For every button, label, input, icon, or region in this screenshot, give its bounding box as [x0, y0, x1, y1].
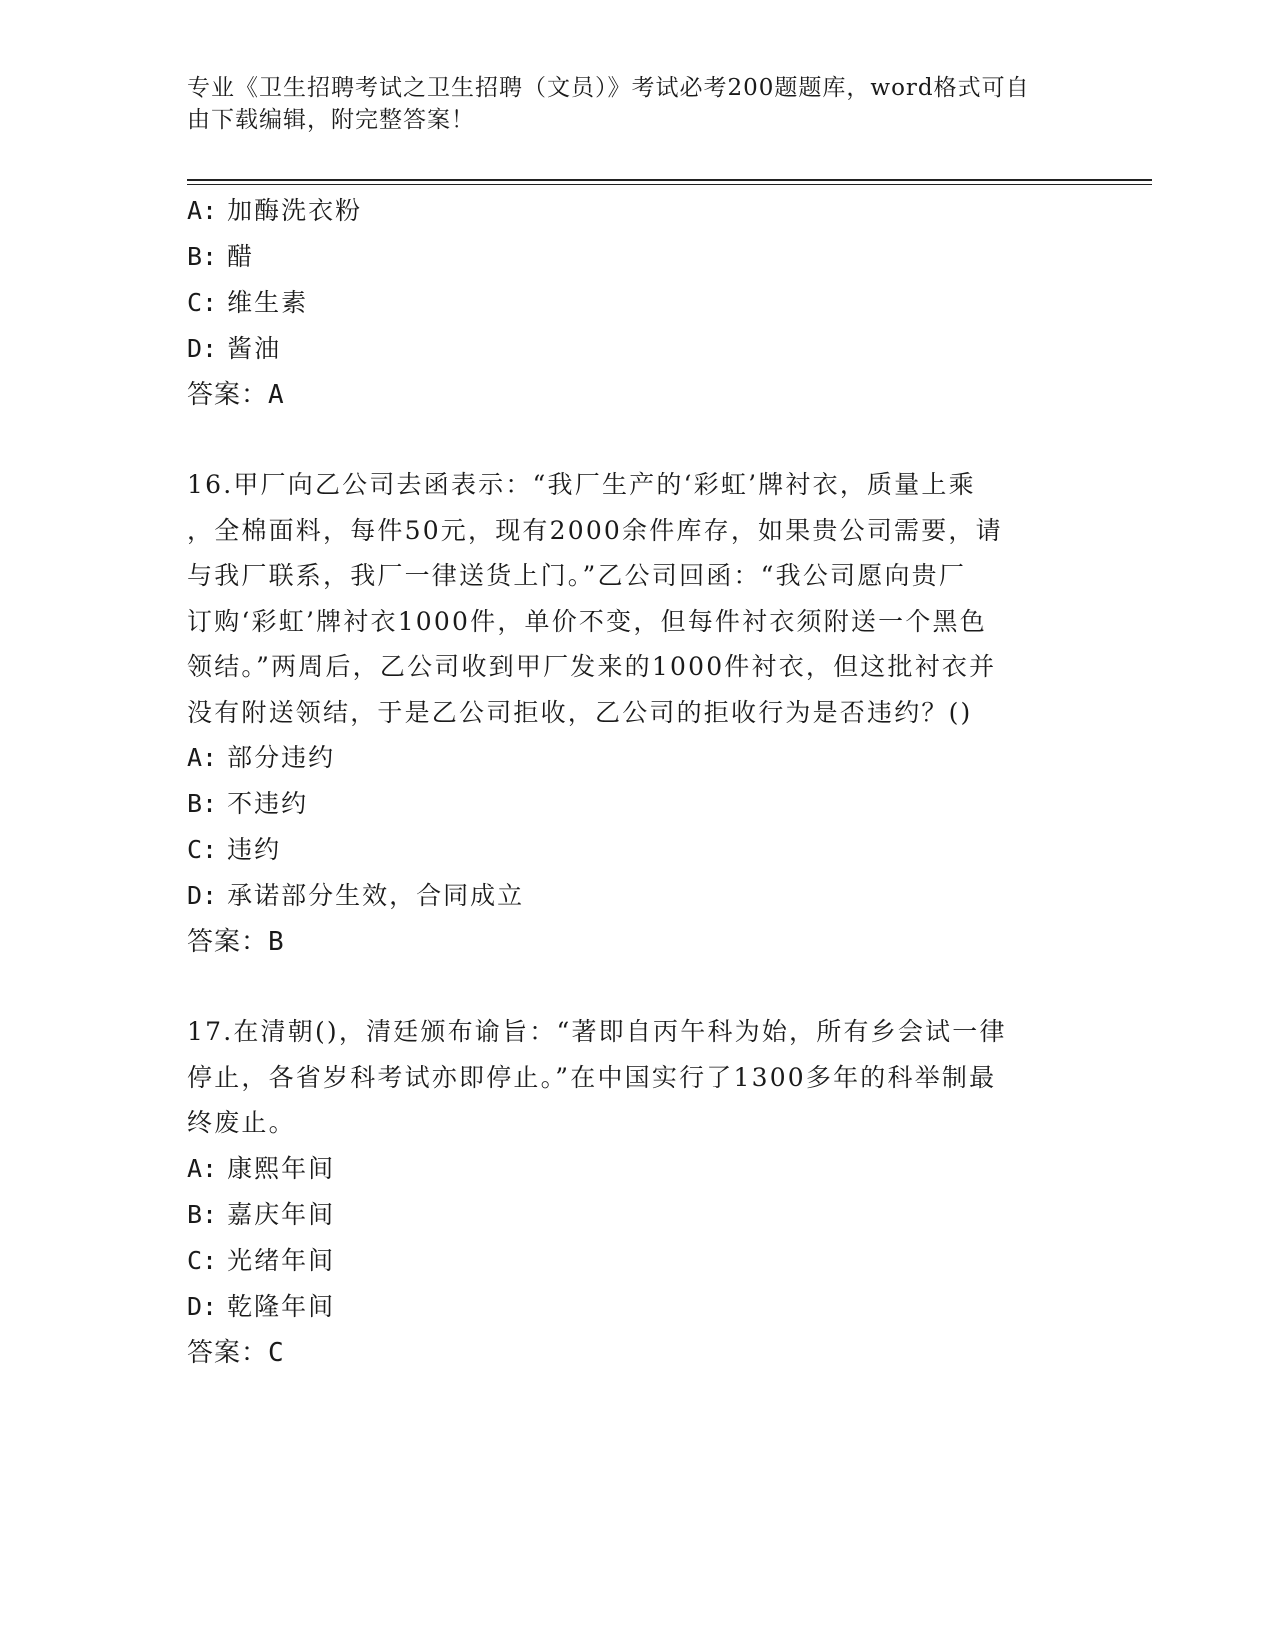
header-line-1: 专业《卫生招聘考试之卫生招聘（文员）》考试必考200题题库，word格式可自: [187, 75, 1030, 101]
question-16-line-2: ，全棉面料，每件50元，现有2000余件库存，如果贵公司需要，请: [187, 515, 1003, 545]
header-rule-thin: [187, 184, 1152, 185]
question-16: [187, 462, 1087, 965]
option-a: A: 康熙年间: [187, 1153, 336, 1183]
option-d: D: 酱油: [187, 334, 282, 363]
question-17-line-3: 终废止。: [187, 1108, 296, 1137]
question-16-line-1: 16.甲厂向乙公司去函表示：“我厂生产的‘彩虹’牌衬衣，质量上乘: [187, 470, 976, 499]
answer-line: 答案：B: [187, 927, 285, 957]
header-rule-thick: [187, 179, 1152, 181]
option-b: B: 醋: [187, 242, 255, 271]
document-header: [187, 72, 1067, 136]
question-16-line-3: 与我厂联系，我厂一律送货上门。”乙公司回函：“我公司愿向贵厂: [187, 561, 967, 590]
question-16-line-5: 领结。”两周后，乙公司收到甲厂发来的1000件衬衣，但这批衬衣并: [187, 652, 997, 681]
option-d: D: 乾隆年间: [187, 1291, 336, 1321]
option-a: A: 加酶洗衣粉: [187, 196, 363, 225]
option-c: C: 维生素: [187, 288, 309, 317]
question-17-line-2: 停止，各省岁科考试亦即停止。”在中国实行了1300多年的科举制最: [187, 1062, 997, 1092]
question-15-options: [187, 188, 1087, 418]
answer-line: 答案：C: [187, 1337, 285, 1368]
question-16-line-6: 没有附送领结，于是乙公司拒收，乙公司的拒收行为是否违约？(): [187, 697, 973, 727]
answer-line: 答案：A: [187, 380, 285, 410]
option-b: B: 不违约: [187, 789, 309, 818]
question-17-line-1: 17.在清朝()，清廷颁布谕旨：“著即自丙午科为始，所有乡会试一律: [187, 1017, 1007, 1046]
question-content: [187, 188, 1087, 1376]
question-17: [187, 1009, 1087, 1376]
option-b: B: 嘉庆年间: [187, 1199, 336, 1229]
option-d: D: 承诺部分生效，合同成立: [187, 881, 525, 910]
option-c: C: 光绪年间: [187, 1245, 336, 1275]
question-16-line-4: 订购‘彩虹’牌衬衣1000件，单价不变，但每件衬衣须附送一个黑色: [187, 606, 987, 636]
option-a: A: 部分违约: [187, 743, 336, 772]
option-c: C: 违约: [187, 835, 282, 864]
header-line-2: 由下载编辑，附完整答案！: [187, 107, 475, 133]
